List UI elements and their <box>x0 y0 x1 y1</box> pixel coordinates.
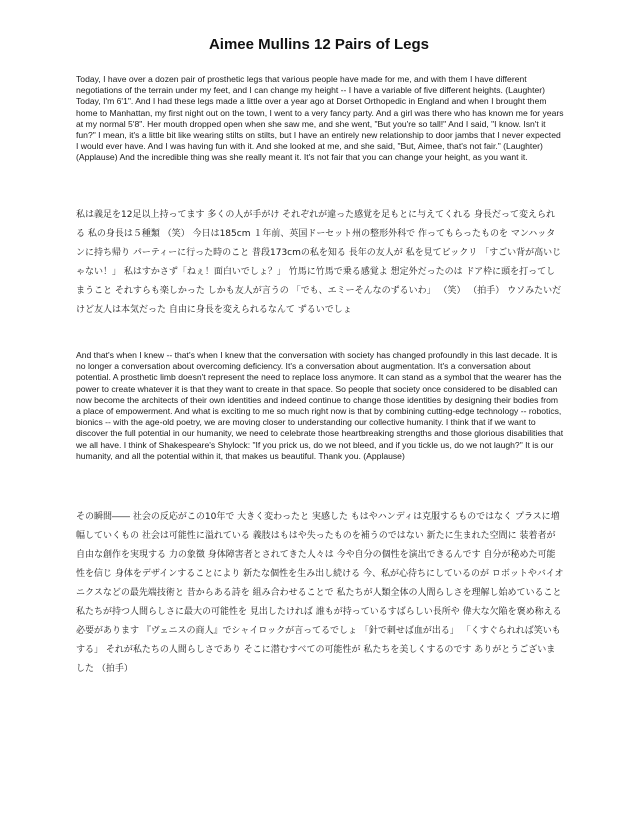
paragraph-english-1: Today, I have over a dozen pair of prosthetic legs that various people have made for me, and with them I have different negotiations of the terrain under my feet, and I can change my height -- I have a variable of five different heights. (Laughter) Today, I'm 6'1". And I had these legs made a little over a year ago at Dorset Orthopedic in England and when I brought them home to Manhattan, my first night out on the town, I went to a very fancy party. And a girl was there who has known me for years at my normal 5'8". Her mouth dropped open when she saw me, and she went, "But you're so tall!" And I said, "I know. Isn't it fun?" I mean, it's a little bit like wearing stilts on stilts, but I have an entirely new relationship to door jambs that I never expected I would ever have. And I was having fun with it. And she looked at me, and she said, "But, Aimee, that's not fair." (Laughter) (Applause) And the incredible thing was she really meant it. It's not fair that you can change your height, as you want it. <box>76 74 564 163</box>
document-title: Aimee Mullins 12 Pairs of Legs <box>208 36 430 53</box>
paragraph-japanese-2: その瞬間―― 社会の反応がこの10年で 大きく変わったと 実感した もはやハンディは克服するものではなく プラスに増幅していくもの 社会は可能性に溢れている 義肢はもはや失ったものを補うのではない 新たに生まれた空間に 装着者が自由な創作を実現する 力の象徴 身体障害者とされてきた人々は 今や自分の個性を演出できるんです 自分が秘めた可能性を信じ 身体をデザインすることにより 新たな個性を生み出し続ける 今、私が心待ちにしているのが ロボットやバイオニクスなどの最先端技術と 昔からある詩を 組み合わせることで 私たちが人類全体の人間らしさを理解し始めていること 私たちが持つ人間らしさに最大の可能性を 見出したければ 誰もが持っているすばらしい長所や 偉大な欠陥を褒め称える必要があります 『ヴェニスの商人』でシャイロックが言ってるでしょ 「針で刺せば血が出る」 「くすぐられれば笑いもする」 それが私たちの人間らしさであり そこに潜むすべての可能性が 私たちを美しくするのです ありがとうございました （拍手） <box>76 512 564 674</box>
paragraph-english-2: And that's when I knew -- that's when I knew that the conversation with society has changed profoundly in this last decade. It is no longer a conversation about overcoming deficiency. It's a conversation about augmentation. It's a conversation about potential. A prosthetic limb doesn't represent the need to replace loss anymore. It can stand as a symbol that the wearer has the power to create whatever it is that they want to create in that space. So people that society once considered to be disabled can now become the architects of their own identities and indeed continue to change those identities by designing their bodies from a place of empowerment. And what is exciting to me so much right now is that by combining cutting-edge technology -- robotics, bionics -- with the age-old poetry, we are moving closer to understanding our collective humanity. I think that if we want to discover the full potential in our humanity, we need to celebrate those heartbreaking strengths and those glorious disabilities that we all have. I think of Shakespeare's Shylock: "If you prick us, do we not bleed, and if you tickle us, do we not laugh?" It is our humanity, and all the potential within it, that makes us beautiful. Thank you. (Applause) <box>76 350 564 461</box>
paragraph-japanese-1: 私は義足を12足以上持ってます 多くの人が手がけ それぞれが違った感覚を足もとに与えてくれる 身長だって変えられる 私の身長は５種類 （笑） 今日は185cm １年前、英国ドーセット州の整形外科で 作ってもらったものを マンハッタンに持ち帰り パーティーに行った時のこと 普段173cmの私を知る 長年の友人が 私を見てビックリ 「すごい背が高いじゃない！」 私はすかさず「ねぇ！面白いでしょ？」 竹馬に竹馬で乗る感覚よ 想定外だったのは ドア枠に頭を打ってしまうこと それすらも楽しかった しかも友人が言うの 「でも、エミーそんなのずるいわ」 （笑） （拍手） ウソみたいだけど友人は本気だった 自由に身長を変えられるなんて ずるいでしょ <box>76 210 562 315</box>
